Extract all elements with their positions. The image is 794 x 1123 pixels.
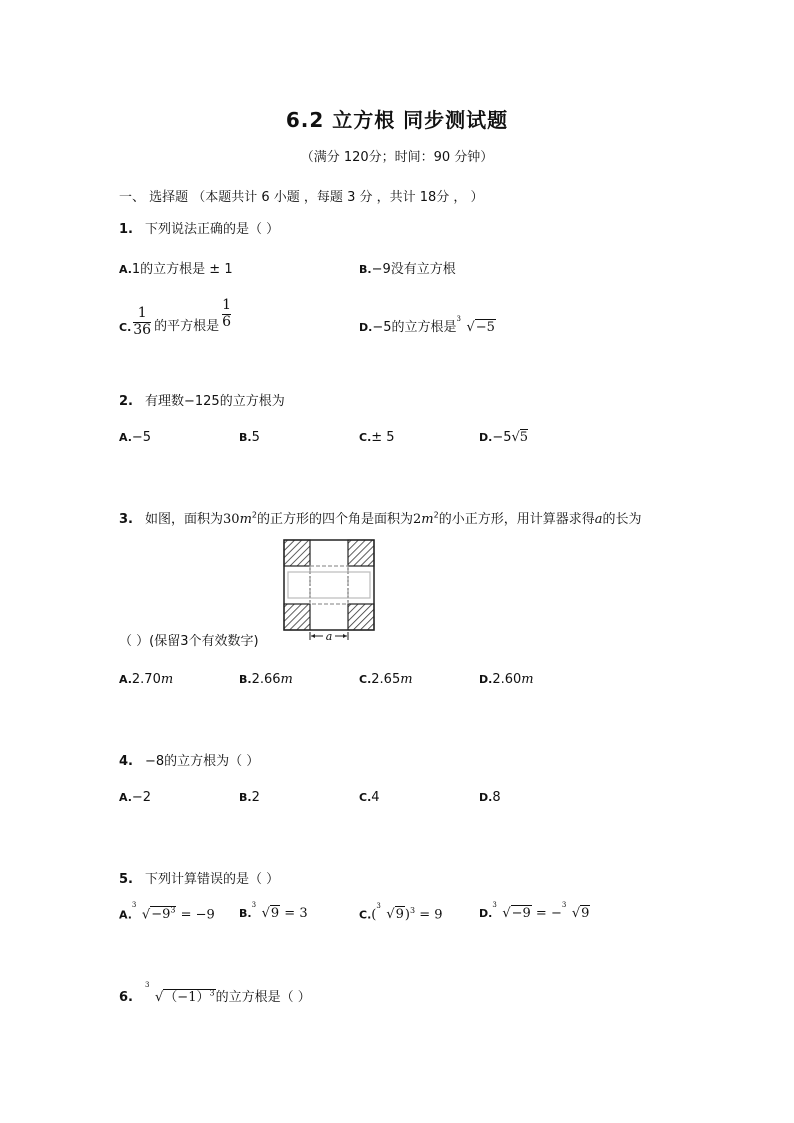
root-index: 3 <box>456 315 461 323</box>
cube-root <box>376 902 405 923</box>
question-2 <box>119 390 285 409</box>
option-text: 4 <box>371 790 380 805</box>
unit: m <box>521 672 534 687</box>
area-value: 30 <box>223 512 240 527</box>
question-6 <box>119 981 311 1005</box>
question-3 <box>119 508 642 527</box>
option-text: −5 <box>492 430 512 445</box>
q3-option-b[interactable] <box>239 672 293 687</box>
document-subtitle: （满分 120分；时间：90 分钟） <box>300 150 494 165</box>
radicand: 9 <box>581 906 590 921</box>
unit: m <box>421 512 434 527</box>
q1-option-b[interactable] <box>359 258 456 277</box>
section-heading: 一、 选择题 （本题共计 6 小题 ，每题 3 分 ，共计 18分 ， ） <box>119 190 484 205</box>
q3-option-a[interactable] <box>119 672 173 687</box>
option-letter: B. <box>239 431 252 444</box>
square-corners-figure <box>282 538 378 642</box>
cube-root <box>251 901 281 921</box>
root-index: 3 <box>131 901 137 909</box>
unit: m <box>239 512 252 527</box>
option-text: = −9 <box>176 907 215 923</box>
radical-sign: √ <box>466 320 475 335</box>
option-letter: C. <box>119 321 132 334</box>
cube-root <box>456 315 495 335</box>
radical-sign: √ <box>511 430 520 445</box>
q1-option-c[interactable] <box>119 292 231 338</box>
question-number: 6. <box>119 990 133 1005</box>
question-stem: 下列计算错误的是（ ） <box>145 872 280 887</box>
option-letter: C. <box>359 791 372 804</box>
question-number: 2. <box>119 394 133 409</box>
option-text: 2 <box>251 790 260 805</box>
question-number: 3. <box>119 512 133 527</box>
option-letter: A. <box>119 791 132 804</box>
question-number: 1. <box>119 222 133 237</box>
cube-root <box>492 901 531 921</box>
option-letter: C. <box>359 908 372 922</box>
option-text: 的平方根是 <box>154 319 220 334</box>
question-3-continuation: （ ）(保留3个有效数字) <box>119 634 259 649</box>
fraction-one-6 <box>222 298 231 330</box>
radicand-base: （−1） <box>164 990 210 1005</box>
radicand <box>163 989 215 1005</box>
question-5 <box>119 868 279 887</box>
option-letter: C. <box>359 431 372 444</box>
q1-option-a[interactable] <box>119 258 233 277</box>
q2-option-b[interactable] <box>239 430 260 445</box>
q5-option-a[interactable] <box>119 901 215 923</box>
option-letter: B. <box>239 673 252 686</box>
exponent: 3 <box>410 906 416 915</box>
exponent: 3 <box>209 988 215 998</box>
option-letter: D. <box>479 791 493 804</box>
radical-sign: √ <box>502 906 511 921</box>
option-letter: C. <box>359 673 372 686</box>
radicand: −9 <box>511 906 531 921</box>
variable: a <box>594 512 603 527</box>
option-text: −9没有立方根 <box>371 262 456 277</box>
radicand <box>150 906 176 922</box>
option-text: −5 <box>131 430 152 445</box>
q2-option-d[interactable] <box>479 430 528 445</box>
fraction-one-36 <box>133 306 151 338</box>
radicand: 5 <box>519 430 529 445</box>
question-stem: 下列说法正确的是（ ） <box>145 222 280 237</box>
option-letter: D. <box>359 321 373 334</box>
option-letter: B. <box>239 791 252 804</box>
q4-option-a[interactable] <box>119 790 151 805</box>
option-letter: B. <box>239 907 252 920</box>
cube-root <box>131 901 177 923</box>
radical-sign: √ <box>141 907 151 923</box>
option-letter: D. <box>479 907 493 920</box>
root-index: 3 <box>145 981 150 989</box>
option-text: 2.70 <box>131 672 161 687</box>
option-text: 2.60 <box>492 672 522 687</box>
option-text: = 3 <box>280 906 308 921</box>
question-stem: 的正方形的四个角是面积为 <box>256 512 413 527</box>
option-letter: A. <box>119 673 132 686</box>
cube-root <box>145 981 216 1005</box>
root-index: 3 <box>561 901 567 909</box>
question-number: 5. <box>119 872 133 887</box>
option-letter: D. <box>479 431 493 444</box>
option-letter: B. <box>359 263 372 276</box>
q4-option-c[interactable] <box>359 790 380 805</box>
q2-option-a[interactable] <box>119 430 151 445</box>
fraction-numerator: 1 <box>137 305 147 322</box>
question-number: 4. <box>119 754 133 769</box>
option-text: 2.65 <box>371 672 401 687</box>
option-text: 8 <box>492 790 501 805</box>
fraction-denominator: 6 <box>222 313 232 330</box>
unit: m <box>160 672 174 687</box>
question-stem: 的立方根是（ ） <box>215 990 311 1005</box>
option-text: 2.66 <box>251 672 281 687</box>
q5-option-d[interactable] <box>479 901 590 921</box>
q4-option-b[interactable] <box>239 790 260 805</box>
radical-sign: √ <box>571 906 581 921</box>
area-value: 2 <box>413 512 422 527</box>
question-stem: 有理数−125的立方根为 <box>145 394 285 409</box>
radical-sign: √ <box>155 990 164 1005</box>
q3-option-c[interactable] <box>359 672 413 687</box>
unit-exponent: 2 <box>251 510 257 520</box>
square-root <box>511 429 528 445</box>
root-index: 3 <box>251 901 257 909</box>
radicand: 9 <box>395 907 404 923</box>
question-stem: −8的立方根为（ ） <box>145 754 260 769</box>
q5-option-c[interactable] <box>359 902 443 923</box>
fraction-denominator: 36 <box>133 321 152 338</box>
option-letter: A. <box>119 431 132 444</box>
radicand-base: −9 <box>151 907 171 923</box>
root-index: 3 <box>492 901 497 909</box>
root-index: 3 <box>376 902 381 911</box>
option-letter: D. <box>479 673 493 686</box>
option-text: −5的立方根是 <box>372 320 457 335</box>
option-text: = 9 <box>415 907 443 923</box>
radicand: 9 <box>270 906 280 921</box>
option-text: 5 <box>251 430 260 445</box>
option-text: −2 <box>131 790 152 805</box>
question-stem: 的小正方形，用计算器求得 <box>438 512 595 527</box>
option-text: 1的立方根是 ± 1 <box>131 262 233 277</box>
question-stem: 的长为 <box>602 512 642 527</box>
option-letter: A. <box>119 908 132 922</box>
unit-exponent: 2 <box>433 510 439 520</box>
unit: m <box>280 672 293 687</box>
option-text: ± 5 <box>371 430 395 445</box>
fraction-numerator: 1 <box>222 297 232 314</box>
unit: m <box>400 672 413 687</box>
document-title: 6.2 立方根 同步测试题 <box>285 108 509 132</box>
option-letter: A. <box>119 263 132 276</box>
figure-label-a: a <box>325 630 333 642</box>
q5-option-b[interactable] <box>239 901 308 921</box>
radicand: −5 <box>475 320 495 335</box>
cube-root <box>561 901 591 921</box>
radical-sign: √ <box>261 906 270 921</box>
question-1 <box>119 218 279 237</box>
q3-option-d[interactable] <box>479 672 534 687</box>
question-stem: 如图，面积为 <box>145 512 224 527</box>
radical-sign: √ <box>386 907 395 923</box>
paren-open: ( <box>371 907 377 923</box>
q2-option-c[interactable] <box>359 430 395 445</box>
exponent: 3 <box>170 906 176 915</box>
option-text: = − <box>531 906 562 921</box>
question-4 <box>119 750 259 769</box>
q1-option-d[interactable] <box>359 316 496 335</box>
q4-option-d[interactable] <box>479 790 501 805</box>
paren-close: ) <box>404 907 410 923</box>
